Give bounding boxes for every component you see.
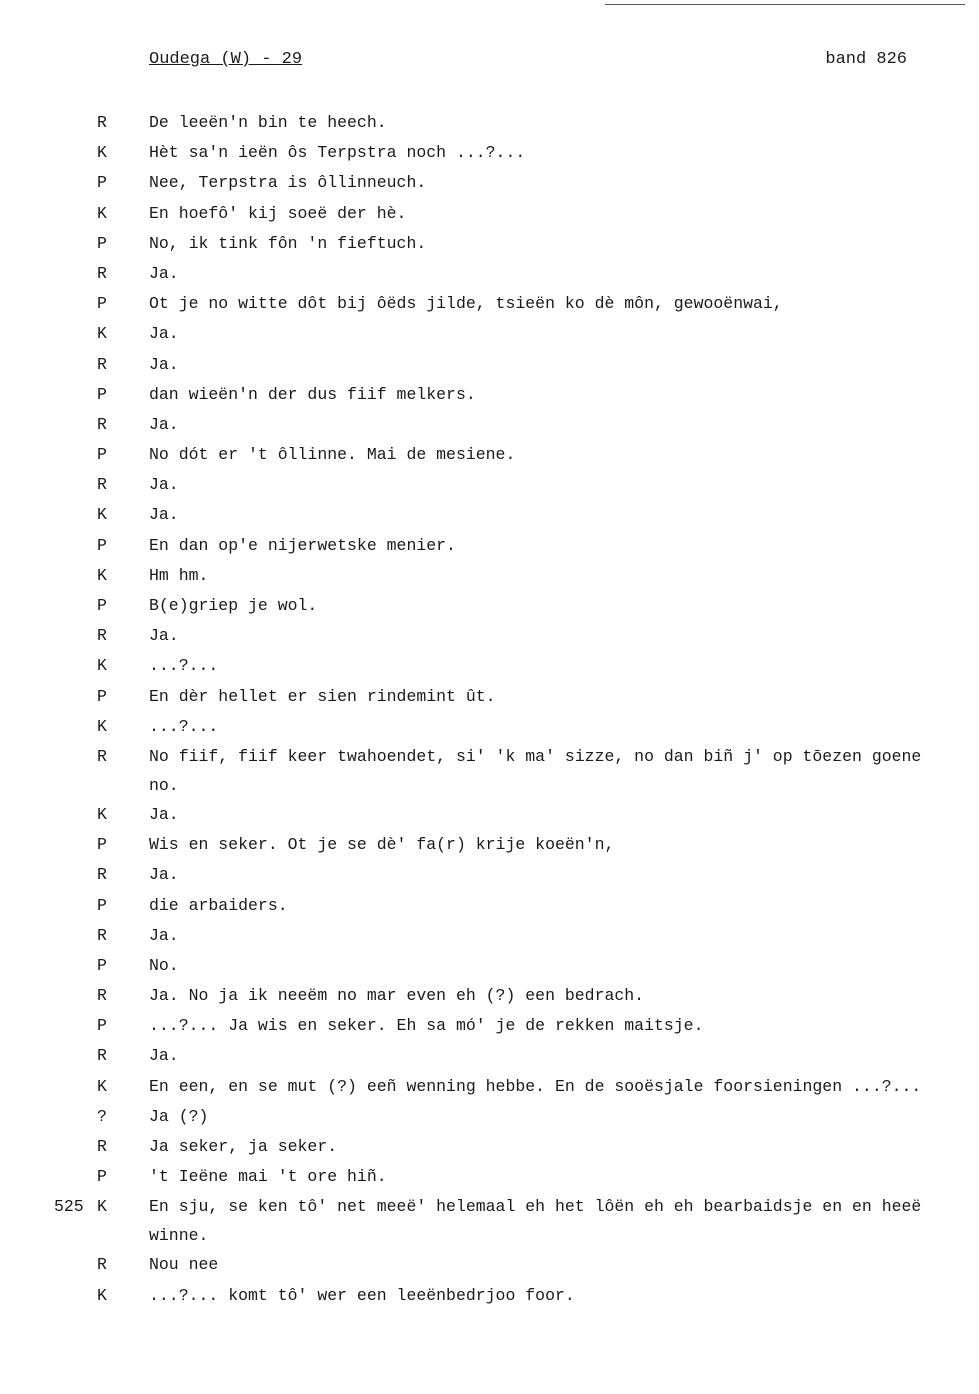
utterance-text: ...?... xyxy=(149,656,219,676)
speaker-label: K xyxy=(97,804,107,824)
speaker-label: ? xyxy=(97,1106,107,1126)
utterance-text: Nou nee xyxy=(149,1255,219,1275)
transcript-line xyxy=(0,319,979,349)
speaker-label: P xyxy=(97,445,107,465)
utterance-text: ...?... xyxy=(149,716,219,736)
utterance-text: Hèt sa'n ieën ôs Terpstra noch ...?... xyxy=(149,143,526,163)
utterance-text: Hm hm. xyxy=(149,565,209,585)
utterance-text: Ja seker, ja seker. xyxy=(149,1137,338,1156)
transcript-line xyxy=(0,591,979,621)
utterance-text: Ja. xyxy=(149,505,179,525)
transcript-line xyxy=(0,168,979,198)
speaker-label: R xyxy=(97,113,107,132)
transcript-line xyxy=(0,410,979,440)
transcript-line xyxy=(0,951,979,981)
utterance-text: dan wieën'n der dus fiif melkers. xyxy=(149,384,476,404)
transcript-line xyxy=(0,380,979,410)
utterance-text: En dèr hellet er sien rindemint ût. xyxy=(149,686,496,706)
transcript-line xyxy=(0,531,979,561)
speaker-label: K xyxy=(97,1197,107,1217)
line-number: 525 xyxy=(54,1197,84,1217)
transcript-line xyxy=(0,1132,979,1162)
speaker-label: R xyxy=(97,414,107,434)
speaker-label: P xyxy=(97,895,107,915)
speaker-label: R xyxy=(97,1255,107,1275)
transcript-line xyxy=(0,1250,979,1280)
speaker-label: R xyxy=(97,1137,107,1156)
transcript-line xyxy=(0,712,979,742)
speaker-label: R xyxy=(97,865,107,885)
transcript-line xyxy=(0,860,979,890)
utterance-text: De leeën'n bin te heech. xyxy=(149,113,387,132)
transcript-line xyxy=(0,500,979,530)
transcript-line xyxy=(0,138,979,168)
utterance-text: No fiif, fiif keer twahoendet, si' 'k ma' sizze, no dan biñ j' op tōezen goene no. xyxy=(149,746,922,795)
utterance-text: Ja. xyxy=(149,354,179,374)
speaker-label: P xyxy=(97,535,107,555)
transcript-line xyxy=(0,470,979,500)
speaker-label: R xyxy=(97,475,107,495)
speaker-label: P xyxy=(97,1016,107,1036)
speaker-label: K xyxy=(97,1285,107,1305)
speaker-label: R xyxy=(97,354,107,374)
transcript-line xyxy=(0,440,979,470)
utterance-text: B(e)griep je wol. xyxy=(149,596,318,615)
transcript-line xyxy=(0,108,979,138)
speaker-label: K xyxy=(97,1076,107,1096)
speaker-label: P xyxy=(97,294,107,314)
speaker-label: R xyxy=(97,986,107,1006)
transcript-line xyxy=(0,229,979,259)
utterance-text: No. xyxy=(149,955,179,975)
transcript-line xyxy=(0,1281,979,1311)
speaker-label: K xyxy=(97,143,107,163)
transcript-line xyxy=(0,1072,979,1102)
utterance-text: Ja. xyxy=(149,925,179,945)
utterance-text: ...?... Ja wis en seker. Eh sa mó' je de rekken maitsje. xyxy=(149,1016,704,1036)
speaker-label: R xyxy=(97,925,107,945)
utterance-text: ...?... komt tô' wer een leeënbedrjoo foor. xyxy=(149,1285,575,1305)
utterance-text: No dót er 't ôllinne. Mai de mesiene. xyxy=(149,445,516,465)
utterance-text: Ja. xyxy=(149,414,179,434)
utterance-text: Wis en seker. Ot je se dè' fa(r) krije koeën'n, xyxy=(149,835,615,855)
speaker-label: P xyxy=(97,384,107,404)
speaker-label: P xyxy=(97,1167,107,1187)
transcript-line xyxy=(0,891,979,921)
transcript-line xyxy=(0,800,979,830)
transcript-line xyxy=(0,289,979,319)
speaker-label: K xyxy=(97,565,107,585)
utterance-text: En sju, se ken tô' net meeë' helemaal eh het lôën eh eh bearbaidsje en en heeë winne. xyxy=(149,1197,922,1246)
speaker-label: K xyxy=(97,324,107,344)
speaker-label: R xyxy=(97,746,107,766)
transcript-line xyxy=(0,1162,979,1192)
speaker-label: P xyxy=(97,233,107,253)
transcript-line xyxy=(0,621,979,651)
speaker-label: R xyxy=(97,1046,107,1066)
speaker-label: P xyxy=(97,686,107,706)
transcript-line xyxy=(0,1192,979,1250)
speaker-label: P xyxy=(97,173,107,193)
transcript-line xyxy=(0,561,979,591)
utterance-text: Ja. xyxy=(149,865,179,885)
utterance-text: Ot je no witte dôt bij ôëds jilde, tsieën ko dè môn, gewooënwai, xyxy=(149,294,783,314)
utterance-text: Ja. xyxy=(149,626,179,646)
transcript xyxy=(0,108,979,1311)
utterance-text: Ja. xyxy=(149,475,179,495)
top-rule xyxy=(605,4,965,5)
speaker-label: K xyxy=(97,505,107,525)
transcript-line xyxy=(0,651,979,681)
speaker-label: P xyxy=(97,955,107,975)
speaker-label: R xyxy=(97,263,107,283)
transcript-line xyxy=(0,921,979,951)
transcript-line xyxy=(0,350,979,380)
speaker-label: R xyxy=(97,626,107,646)
speaker-label: K xyxy=(97,716,107,736)
utterance-text: En dan op'e nijerwetske menier. xyxy=(149,535,456,555)
utterance-text: Ja (?) xyxy=(149,1106,209,1126)
utterance-text: Ja. xyxy=(149,263,179,283)
utterance-text: En hoefô' kij soeë der hè. xyxy=(149,203,407,223)
page-title: Oudega (W) - 29 xyxy=(149,50,303,69)
utterance-text: Ja. xyxy=(149,324,179,344)
utterance-text: En een, en se mut (?) eeñ wenning hebbe. En de sooësjale foorsieningen ...?... xyxy=(149,1076,922,1096)
transcript-line xyxy=(0,1102,979,1132)
transcript-line xyxy=(0,199,979,229)
transcript-line xyxy=(0,259,979,289)
transcript-line xyxy=(0,682,979,712)
speaker-label: P xyxy=(97,596,107,615)
speaker-label: P xyxy=(97,835,107,855)
utterance-text: Ja. xyxy=(149,1046,179,1066)
transcript-line xyxy=(0,981,979,1011)
speaker-label: K xyxy=(97,656,107,676)
transcript-line xyxy=(0,830,979,860)
transcript-line xyxy=(0,1041,979,1071)
band-number: band 826 xyxy=(825,50,907,69)
utterance-text: 't Ieëne mai 't ore hiñ. xyxy=(149,1167,387,1187)
utterance-text: Ja. No ja ik neeëm no mar even eh (?) een bedrach. xyxy=(149,986,645,1006)
utterance-text: die arbaiders. xyxy=(149,895,288,915)
page-header xyxy=(149,50,907,69)
transcript-line xyxy=(0,742,979,800)
utterance-text: Nee, Terpstra is ôllinneuch. xyxy=(149,173,427,193)
utterance-text: Ja. xyxy=(149,804,179,824)
speaker-label: K xyxy=(97,203,107,223)
utterance-text: No, ik tink fôn 'n fieftuch. xyxy=(149,233,427,253)
transcript-line xyxy=(0,1011,979,1041)
